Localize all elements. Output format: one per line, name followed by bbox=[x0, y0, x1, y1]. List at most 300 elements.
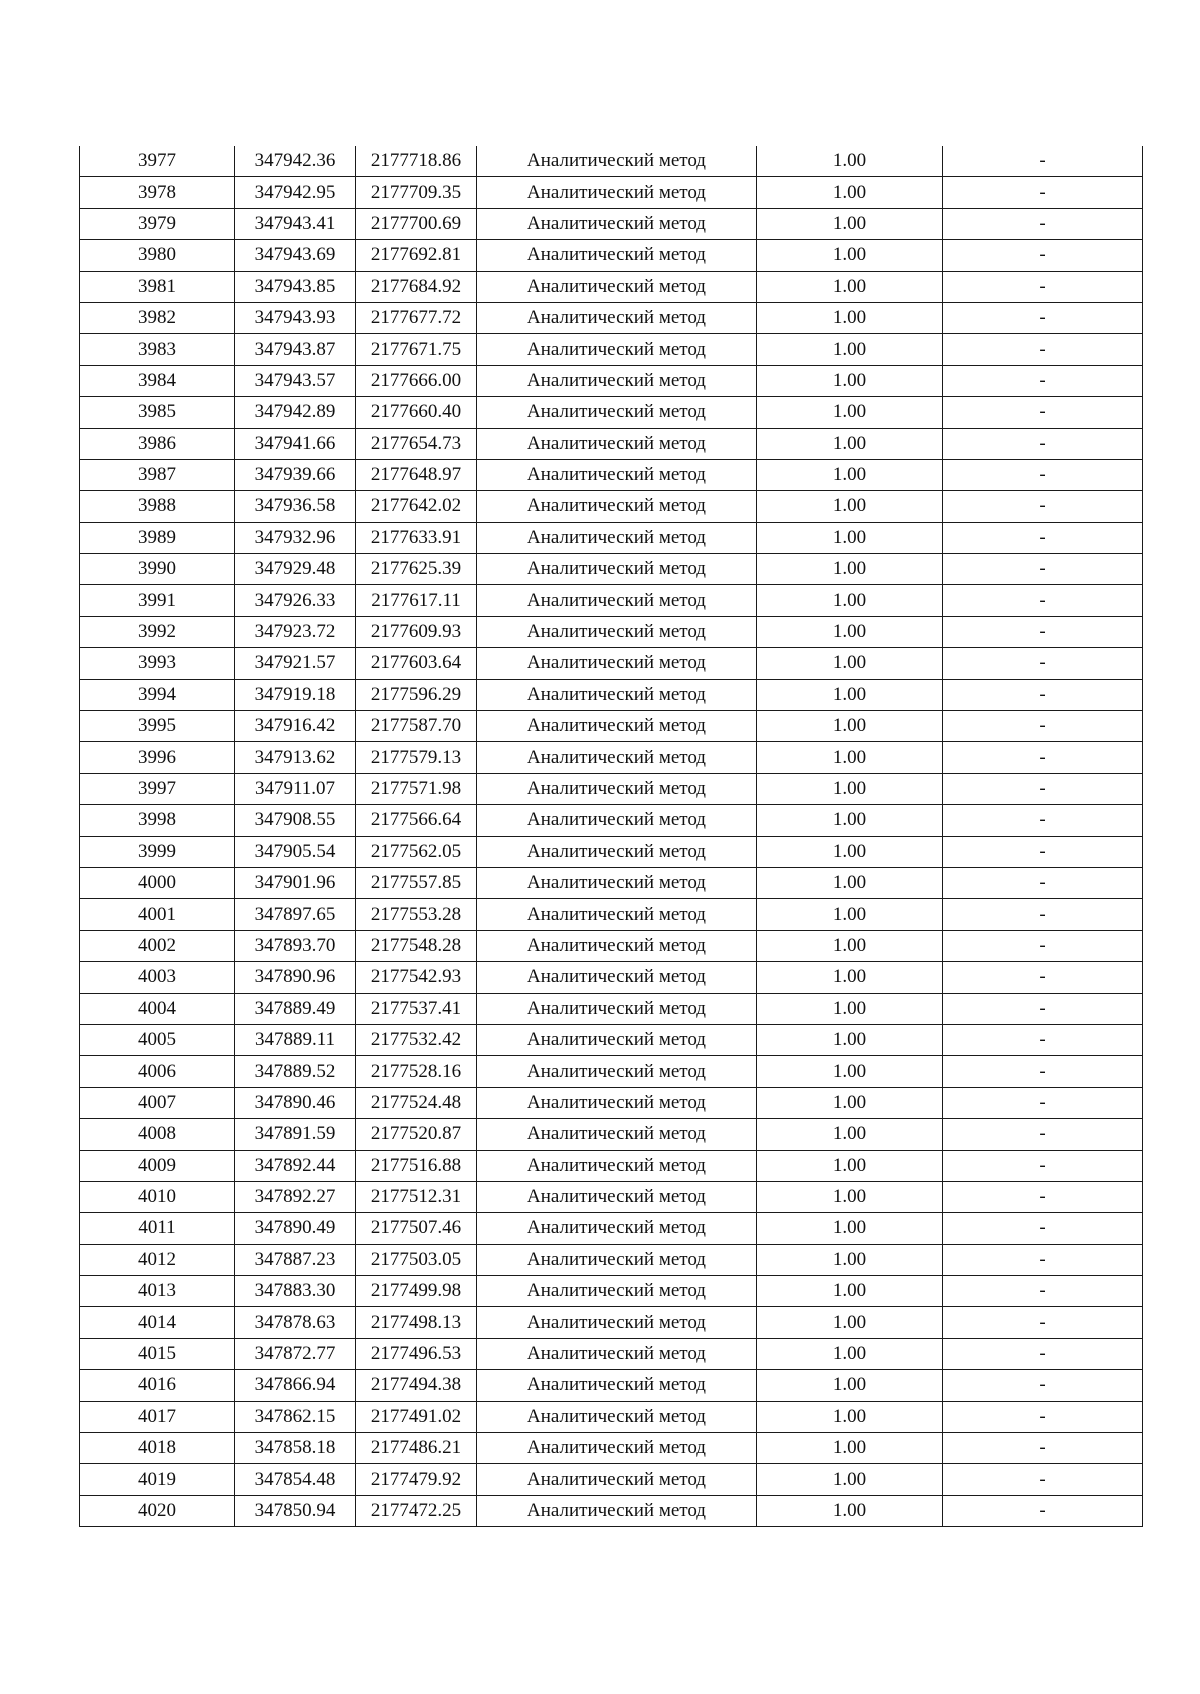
table-row bbox=[80, 1276, 1143, 1307]
y-coordinate-cell: 2177557.85 bbox=[356, 867, 477, 898]
point-number-cell: 4007 bbox=[80, 1087, 235, 1118]
y-coordinate-cell: 2177603.64 bbox=[356, 648, 477, 679]
table-row bbox=[80, 1495, 1143, 1526]
accuracy-cell: 1.00 bbox=[757, 491, 943, 522]
y-coordinate-cell: 2177587.70 bbox=[356, 711, 477, 742]
table-row bbox=[80, 302, 1143, 333]
accuracy-cell: 1.00 bbox=[757, 930, 943, 961]
point-number-cell: 3983 bbox=[80, 334, 235, 365]
table-row bbox=[80, 459, 1143, 490]
accuracy-cell: 1.00 bbox=[757, 773, 943, 804]
y-coordinate-cell: 2177596.29 bbox=[356, 679, 477, 710]
x-coordinate-cell: 347890.96 bbox=[235, 962, 356, 993]
method-cell: Аналитический метод bbox=[477, 993, 757, 1024]
point-number-cell: 4003 bbox=[80, 962, 235, 993]
x-coordinate-cell: 347905.54 bbox=[235, 836, 356, 867]
y-coordinate-cell: 2177571.98 bbox=[356, 773, 477, 804]
accuracy-cell: 1.00 bbox=[757, 867, 943, 898]
accuracy-cell: 1.00 bbox=[757, 1401, 943, 1432]
table-row bbox=[80, 1150, 1143, 1181]
table-row bbox=[80, 1433, 1143, 1464]
description-cell: - bbox=[943, 742, 1143, 773]
description-cell: - bbox=[943, 679, 1143, 710]
description-cell: - bbox=[943, 146, 1143, 177]
y-coordinate-cell: 2177642.02 bbox=[356, 491, 477, 522]
x-coordinate-cell: 347878.63 bbox=[235, 1307, 356, 1338]
method-cell: Аналитический метод bbox=[477, 240, 757, 271]
point-number-cell: 3979 bbox=[80, 208, 235, 239]
point-number-cell: 3989 bbox=[80, 522, 235, 553]
accuracy-cell: 1.00 bbox=[757, 397, 943, 428]
point-number-cell: 4020 bbox=[80, 1495, 235, 1526]
x-coordinate-cell: 347893.70 bbox=[235, 930, 356, 961]
method-cell: Аналитический метод bbox=[477, 522, 757, 553]
accuracy-cell: 1.00 bbox=[757, 554, 943, 585]
x-coordinate-cell: 347942.89 bbox=[235, 397, 356, 428]
x-coordinate-cell: 347892.44 bbox=[235, 1150, 356, 1181]
description-cell: - bbox=[943, 836, 1143, 867]
point-number-cell: 3986 bbox=[80, 428, 235, 459]
table-row bbox=[80, 177, 1143, 208]
table-row bbox=[80, 522, 1143, 553]
method-cell: Аналитический метод bbox=[477, 334, 757, 365]
point-number-cell: 3988 bbox=[80, 491, 235, 522]
point-number-cell: 3987 bbox=[80, 459, 235, 490]
description-cell: - bbox=[943, 1370, 1143, 1401]
point-number-cell: 3977 bbox=[80, 146, 235, 177]
method-cell: Аналитический метод bbox=[477, 930, 757, 961]
accuracy-cell: 1.00 bbox=[757, 1276, 943, 1307]
description-cell: - bbox=[943, 899, 1143, 930]
table-row bbox=[80, 240, 1143, 271]
method-cell: Аналитический метод bbox=[477, 773, 757, 804]
description-cell: - bbox=[943, 459, 1143, 490]
accuracy-cell: 1.00 bbox=[757, 1433, 943, 1464]
accuracy-cell: 1.00 bbox=[757, 1213, 943, 1244]
accuracy-cell: 1.00 bbox=[757, 522, 943, 553]
point-number-cell: 3999 bbox=[80, 836, 235, 867]
y-coordinate-cell: 2177512.31 bbox=[356, 1181, 477, 1212]
accuracy-cell: 1.00 bbox=[757, 742, 943, 773]
table-row bbox=[80, 554, 1143, 585]
x-coordinate-cell: 347943.93 bbox=[235, 302, 356, 333]
x-coordinate-cell: 347942.95 bbox=[235, 177, 356, 208]
method-cell: Аналитический метод bbox=[477, 585, 757, 616]
accuracy-cell: 1.00 bbox=[757, 679, 943, 710]
point-number-cell: 4015 bbox=[80, 1338, 235, 1369]
x-coordinate-cell: 347919.18 bbox=[235, 679, 356, 710]
point-number-cell: 3996 bbox=[80, 742, 235, 773]
table-row bbox=[80, 334, 1143, 365]
table-row bbox=[80, 1401, 1143, 1432]
method-cell: Аналитический метод bbox=[477, 1087, 757, 1118]
description-cell: - bbox=[943, 522, 1143, 553]
description-cell: - bbox=[943, 365, 1143, 396]
description-cell: - bbox=[943, 177, 1143, 208]
y-coordinate-cell: 2177579.13 bbox=[356, 742, 477, 773]
point-number-cell: 4009 bbox=[80, 1150, 235, 1181]
x-coordinate-cell: 347932.96 bbox=[235, 522, 356, 553]
table-row bbox=[80, 773, 1143, 804]
point-number-cell: 3978 bbox=[80, 177, 235, 208]
y-coordinate-cell: 2177566.64 bbox=[356, 805, 477, 836]
description-cell: - bbox=[943, 1056, 1143, 1087]
description-cell: - bbox=[943, 1024, 1143, 1055]
table-row bbox=[80, 585, 1143, 616]
y-coordinate-cell: 2177537.41 bbox=[356, 993, 477, 1024]
accuracy-cell: 1.00 bbox=[757, 334, 943, 365]
description-cell: - bbox=[943, 1307, 1143, 1338]
accuracy-cell: 1.00 bbox=[757, 616, 943, 647]
x-coordinate-cell: 347858.18 bbox=[235, 1433, 356, 1464]
method-cell: Аналитический метод bbox=[477, 146, 757, 177]
method-cell: Аналитический метод bbox=[477, 459, 757, 490]
table-row bbox=[80, 1307, 1143, 1338]
point-number-cell: 3990 bbox=[80, 554, 235, 585]
point-number-cell: 4001 bbox=[80, 899, 235, 930]
accuracy-cell: 1.00 bbox=[757, 962, 943, 993]
method-cell: Аналитический метод bbox=[477, 679, 757, 710]
x-coordinate-cell: 347943.85 bbox=[235, 271, 356, 302]
x-coordinate-cell: 347913.62 bbox=[235, 742, 356, 773]
method-cell: Аналитический метод bbox=[477, 616, 757, 647]
description-cell: - bbox=[943, 491, 1143, 522]
table-row bbox=[80, 1087, 1143, 1118]
table-row bbox=[80, 208, 1143, 239]
accuracy-cell: 1.00 bbox=[757, 1150, 943, 1181]
y-coordinate-cell: 2177498.13 bbox=[356, 1307, 477, 1338]
table-row bbox=[80, 1024, 1143, 1055]
description-cell: - bbox=[943, 1181, 1143, 1212]
y-coordinate-cell: 2177542.93 bbox=[356, 962, 477, 993]
description-cell: - bbox=[943, 271, 1143, 302]
y-coordinate-cell: 2177677.72 bbox=[356, 302, 477, 333]
description-cell: - bbox=[943, 302, 1143, 333]
point-number-cell: 3985 bbox=[80, 397, 235, 428]
x-coordinate-cell: 347911.07 bbox=[235, 773, 356, 804]
method-cell: Аналитический метод bbox=[477, 648, 757, 679]
method-cell: Аналитический метод bbox=[477, 742, 757, 773]
accuracy-cell: 1.00 bbox=[757, 146, 943, 177]
point-number-cell: 4005 bbox=[80, 1024, 235, 1055]
x-coordinate-cell: 347916.42 bbox=[235, 711, 356, 742]
method-cell: Аналитический метод bbox=[477, 397, 757, 428]
method-cell: Аналитический метод bbox=[477, 1276, 757, 1307]
accuracy-cell: 1.00 bbox=[757, 585, 943, 616]
description-cell: - bbox=[943, 585, 1143, 616]
description-cell: - bbox=[943, 711, 1143, 742]
table-row bbox=[80, 616, 1143, 647]
description-cell: - bbox=[943, 1338, 1143, 1369]
description-cell: - bbox=[943, 240, 1143, 271]
point-number-cell: 4010 bbox=[80, 1181, 235, 1212]
y-coordinate-cell: 2177496.53 bbox=[356, 1338, 477, 1369]
method-cell: Аналитический метод bbox=[477, 271, 757, 302]
description-cell: - bbox=[943, 930, 1143, 961]
accuracy-cell: 1.00 bbox=[757, 1370, 943, 1401]
x-coordinate-cell: 347866.94 bbox=[235, 1370, 356, 1401]
x-coordinate-cell: 347908.55 bbox=[235, 805, 356, 836]
description-cell: - bbox=[943, 334, 1143, 365]
method-cell: Аналитический метод bbox=[477, 208, 757, 239]
x-coordinate-cell: 347943.69 bbox=[235, 240, 356, 271]
y-coordinate-cell: 2177499.98 bbox=[356, 1276, 477, 1307]
x-coordinate-cell: 347897.65 bbox=[235, 899, 356, 930]
method-cell: Аналитический метод bbox=[477, 867, 757, 898]
method-cell: Аналитический метод bbox=[477, 836, 757, 867]
method-cell: Аналитический метод bbox=[477, 1056, 757, 1087]
y-coordinate-cell: 2177503.05 bbox=[356, 1244, 477, 1275]
x-coordinate-cell: 347889.52 bbox=[235, 1056, 356, 1087]
x-coordinate-cell: 347936.58 bbox=[235, 491, 356, 522]
point-number-cell: 4008 bbox=[80, 1119, 235, 1150]
description-cell: - bbox=[943, 616, 1143, 647]
point-number-cell: 3982 bbox=[80, 302, 235, 333]
table-row bbox=[80, 1338, 1143, 1369]
coordinates-table-body bbox=[80, 146, 1143, 1527]
point-number-cell: 4006 bbox=[80, 1056, 235, 1087]
table-row bbox=[80, 867, 1143, 898]
accuracy-cell: 1.00 bbox=[757, 365, 943, 396]
point-number-cell: 4014 bbox=[80, 1307, 235, 1338]
y-coordinate-cell: 2177507.46 bbox=[356, 1213, 477, 1244]
point-number-cell: 3997 bbox=[80, 773, 235, 804]
y-coordinate-cell: 2177532.42 bbox=[356, 1024, 477, 1055]
y-coordinate-cell: 2177472.25 bbox=[356, 1495, 477, 1526]
point-number-cell: 3995 bbox=[80, 711, 235, 742]
accuracy-cell: 1.00 bbox=[757, 240, 943, 271]
method-cell: Аналитический метод bbox=[477, 805, 757, 836]
accuracy-cell: 1.00 bbox=[757, 1244, 943, 1275]
x-coordinate-cell: 347854.48 bbox=[235, 1464, 356, 1495]
accuracy-cell: 1.00 bbox=[757, 1181, 943, 1212]
accuracy-cell: 1.00 bbox=[757, 208, 943, 239]
point-number-cell: 3992 bbox=[80, 616, 235, 647]
method-cell: Аналитический метод bbox=[477, 1495, 757, 1526]
x-coordinate-cell: 347943.57 bbox=[235, 365, 356, 396]
y-coordinate-cell: 2177633.91 bbox=[356, 522, 477, 553]
point-number-cell: 4013 bbox=[80, 1276, 235, 1307]
method-cell: Аналитический метод bbox=[477, 1307, 757, 1338]
description-cell: - bbox=[943, 1213, 1143, 1244]
point-number-cell: 4019 bbox=[80, 1464, 235, 1495]
accuracy-cell: 1.00 bbox=[757, 1087, 943, 1118]
x-coordinate-cell: 347901.96 bbox=[235, 867, 356, 898]
method-cell: Аналитический метод bbox=[477, 302, 757, 333]
y-coordinate-cell: 2177516.88 bbox=[356, 1150, 477, 1181]
description-cell: - bbox=[943, 1495, 1143, 1526]
point-number-cell: 4002 bbox=[80, 930, 235, 961]
accuracy-cell: 1.00 bbox=[757, 899, 943, 930]
x-coordinate-cell: 347862.15 bbox=[235, 1401, 356, 1432]
y-coordinate-cell: 2177553.28 bbox=[356, 899, 477, 930]
accuracy-cell: 1.00 bbox=[757, 459, 943, 490]
x-coordinate-cell: 347943.41 bbox=[235, 208, 356, 239]
table-row bbox=[80, 836, 1143, 867]
accuracy-cell: 1.00 bbox=[757, 711, 943, 742]
accuracy-cell: 1.00 bbox=[757, 993, 943, 1024]
accuracy-cell: 1.00 bbox=[757, 648, 943, 679]
description-cell: - bbox=[943, 208, 1143, 239]
point-number-cell: 4000 bbox=[80, 867, 235, 898]
point-number-cell: 3991 bbox=[80, 585, 235, 616]
table-row bbox=[80, 711, 1143, 742]
y-coordinate-cell: 2177520.87 bbox=[356, 1119, 477, 1150]
table-row bbox=[80, 397, 1143, 428]
x-coordinate-cell: 347941.66 bbox=[235, 428, 356, 459]
description-cell: - bbox=[943, 1464, 1143, 1495]
description-cell: - bbox=[943, 397, 1143, 428]
x-coordinate-cell: 347883.30 bbox=[235, 1276, 356, 1307]
accuracy-cell: 1.00 bbox=[757, 1307, 943, 1338]
method-cell: Аналитический метод bbox=[477, 711, 757, 742]
accuracy-cell: 1.00 bbox=[757, 1464, 943, 1495]
x-coordinate-cell: 347889.11 bbox=[235, 1024, 356, 1055]
point-number-cell: 4018 bbox=[80, 1433, 235, 1464]
y-coordinate-cell: 2177718.86 bbox=[356, 146, 477, 177]
description-cell: - bbox=[943, 993, 1143, 1024]
method-cell: Аналитический метод bbox=[477, 962, 757, 993]
method-cell: Аналитический метод bbox=[477, 1024, 757, 1055]
accuracy-cell: 1.00 bbox=[757, 805, 943, 836]
y-coordinate-cell: 2177548.28 bbox=[356, 930, 477, 961]
method-cell: Аналитический метод bbox=[477, 365, 757, 396]
description-cell: - bbox=[943, 962, 1143, 993]
y-coordinate-cell: 2177479.92 bbox=[356, 1464, 477, 1495]
method-cell: Аналитический метод bbox=[477, 1401, 757, 1432]
y-coordinate-cell: 2177709.35 bbox=[356, 177, 477, 208]
description-cell: - bbox=[943, 648, 1143, 679]
table-row bbox=[80, 146, 1143, 177]
description-cell: - bbox=[943, 554, 1143, 585]
x-coordinate-cell: 347890.46 bbox=[235, 1087, 356, 1118]
accuracy-cell: 1.00 bbox=[757, 177, 943, 208]
y-coordinate-cell: 2177700.69 bbox=[356, 208, 477, 239]
point-number-cell: 4017 bbox=[80, 1401, 235, 1432]
y-coordinate-cell: 2177524.48 bbox=[356, 1087, 477, 1118]
table-row bbox=[80, 428, 1143, 459]
description-cell: - bbox=[943, 1150, 1143, 1181]
y-coordinate-cell: 2177671.75 bbox=[356, 334, 477, 365]
x-coordinate-cell: 347887.23 bbox=[235, 1244, 356, 1275]
description-cell: - bbox=[943, 773, 1143, 804]
y-coordinate-cell: 2177648.97 bbox=[356, 459, 477, 490]
accuracy-cell: 1.00 bbox=[757, 836, 943, 867]
description-cell: - bbox=[943, 1276, 1143, 1307]
y-coordinate-cell: 2177692.81 bbox=[356, 240, 477, 271]
accuracy-cell: 1.00 bbox=[757, 1119, 943, 1150]
table-row bbox=[80, 1244, 1143, 1275]
table-row bbox=[80, 648, 1143, 679]
table-row bbox=[80, 1119, 1143, 1150]
method-cell: Аналитический метод bbox=[477, 1464, 757, 1495]
y-coordinate-cell: 2177491.02 bbox=[356, 1401, 477, 1432]
x-coordinate-cell: 347850.94 bbox=[235, 1495, 356, 1526]
accuracy-cell: 1.00 bbox=[757, 271, 943, 302]
x-coordinate-cell: 347890.49 bbox=[235, 1213, 356, 1244]
table-row bbox=[80, 899, 1143, 930]
point-number-cell: 3994 bbox=[80, 679, 235, 710]
method-cell: Аналитический метод bbox=[477, 1338, 757, 1369]
x-coordinate-cell: 347872.77 bbox=[235, 1338, 356, 1369]
x-coordinate-cell: 347942.36 bbox=[235, 146, 356, 177]
table-row bbox=[80, 742, 1143, 773]
x-coordinate-cell: 347939.66 bbox=[235, 459, 356, 490]
accuracy-cell: 1.00 bbox=[757, 302, 943, 333]
x-coordinate-cell: 347943.87 bbox=[235, 334, 356, 365]
description-cell: - bbox=[943, 1433, 1143, 1464]
y-coordinate-cell: 2177654.73 bbox=[356, 428, 477, 459]
point-number-cell: 3998 bbox=[80, 805, 235, 836]
method-cell: Аналитический метод bbox=[477, 899, 757, 930]
y-coordinate-cell: 2177494.38 bbox=[356, 1370, 477, 1401]
description-cell: - bbox=[943, 805, 1143, 836]
table-row bbox=[80, 491, 1143, 522]
y-coordinate-cell: 2177625.39 bbox=[356, 554, 477, 585]
table-row bbox=[80, 962, 1143, 993]
table-row bbox=[80, 993, 1143, 1024]
point-number-cell: 3980 bbox=[80, 240, 235, 271]
y-coordinate-cell: 2177684.92 bbox=[356, 271, 477, 302]
x-coordinate-cell: 347892.27 bbox=[235, 1181, 356, 1212]
point-number-cell: 4004 bbox=[80, 993, 235, 1024]
method-cell: Аналитический метод bbox=[477, 1213, 757, 1244]
description-cell: - bbox=[943, 428, 1143, 459]
y-coordinate-cell: 2177609.93 bbox=[356, 616, 477, 647]
point-number-cell: 4012 bbox=[80, 1244, 235, 1275]
point-number-cell: 3993 bbox=[80, 648, 235, 679]
method-cell: Аналитический метод bbox=[477, 1244, 757, 1275]
description-cell: - bbox=[943, 1119, 1143, 1150]
accuracy-cell: 1.00 bbox=[757, 1495, 943, 1526]
table-row bbox=[80, 805, 1143, 836]
method-cell: Аналитический метод bbox=[477, 177, 757, 208]
method-cell: Аналитический метод bbox=[477, 491, 757, 522]
method-cell: Аналитический метод bbox=[477, 554, 757, 585]
point-number-cell: 3981 bbox=[80, 271, 235, 302]
accuracy-cell: 1.00 bbox=[757, 1056, 943, 1087]
table-row bbox=[80, 930, 1143, 961]
y-coordinate-cell: 2177660.40 bbox=[356, 397, 477, 428]
y-coordinate-cell: 2177666.00 bbox=[356, 365, 477, 396]
method-cell: Аналитический метод bbox=[477, 1370, 757, 1401]
y-coordinate-cell: 2177562.05 bbox=[356, 836, 477, 867]
table-row bbox=[80, 679, 1143, 710]
y-coordinate-cell: 2177486.21 bbox=[356, 1433, 477, 1464]
method-cell: Аналитический метод bbox=[477, 1433, 757, 1464]
table-row bbox=[80, 1056, 1143, 1087]
x-coordinate-cell: 347926.33 bbox=[235, 585, 356, 616]
y-coordinate-cell: 2177528.16 bbox=[356, 1056, 477, 1087]
description-cell: - bbox=[943, 1087, 1143, 1118]
table-row bbox=[80, 271, 1143, 302]
method-cell: Аналитический метод bbox=[477, 428, 757, 459]
coordinates-table bbox=[79, 146, 1143, 1527]
table-row bbox=[80, 1464, 1143, 1495]
x-coordinate-cell: 347891.59 bbox=[235, 1119, 356, 1150]
method-cell: Аналитический метод bbox=[477, 1150, 757, 1181]
x-coordinate-cell: 347929.48 bbox=[235, 554, 356, 585]
table-row bbox=[80, 1370, 1143, 1401]
description-cell: - bbox=[943, 1244, 1143, 1275]
table-row bbox=[80, 1213, 1143, 1244]
table-row bbox=[80, 365, 1143, 396]
description-cell: - bbox=[943, 867, 1143, 898]
point-number-cell: 4011 bbox=[80, 1213, 235, 1244]
accuracy-cell: 1.00 bbox=[757, 1338, 943, 1369]
x-coordinate-cell: 347889.49 bbox=[235, 993, 356, 1024]
table-row bbox=[80, 1181, 1143, 1212]
